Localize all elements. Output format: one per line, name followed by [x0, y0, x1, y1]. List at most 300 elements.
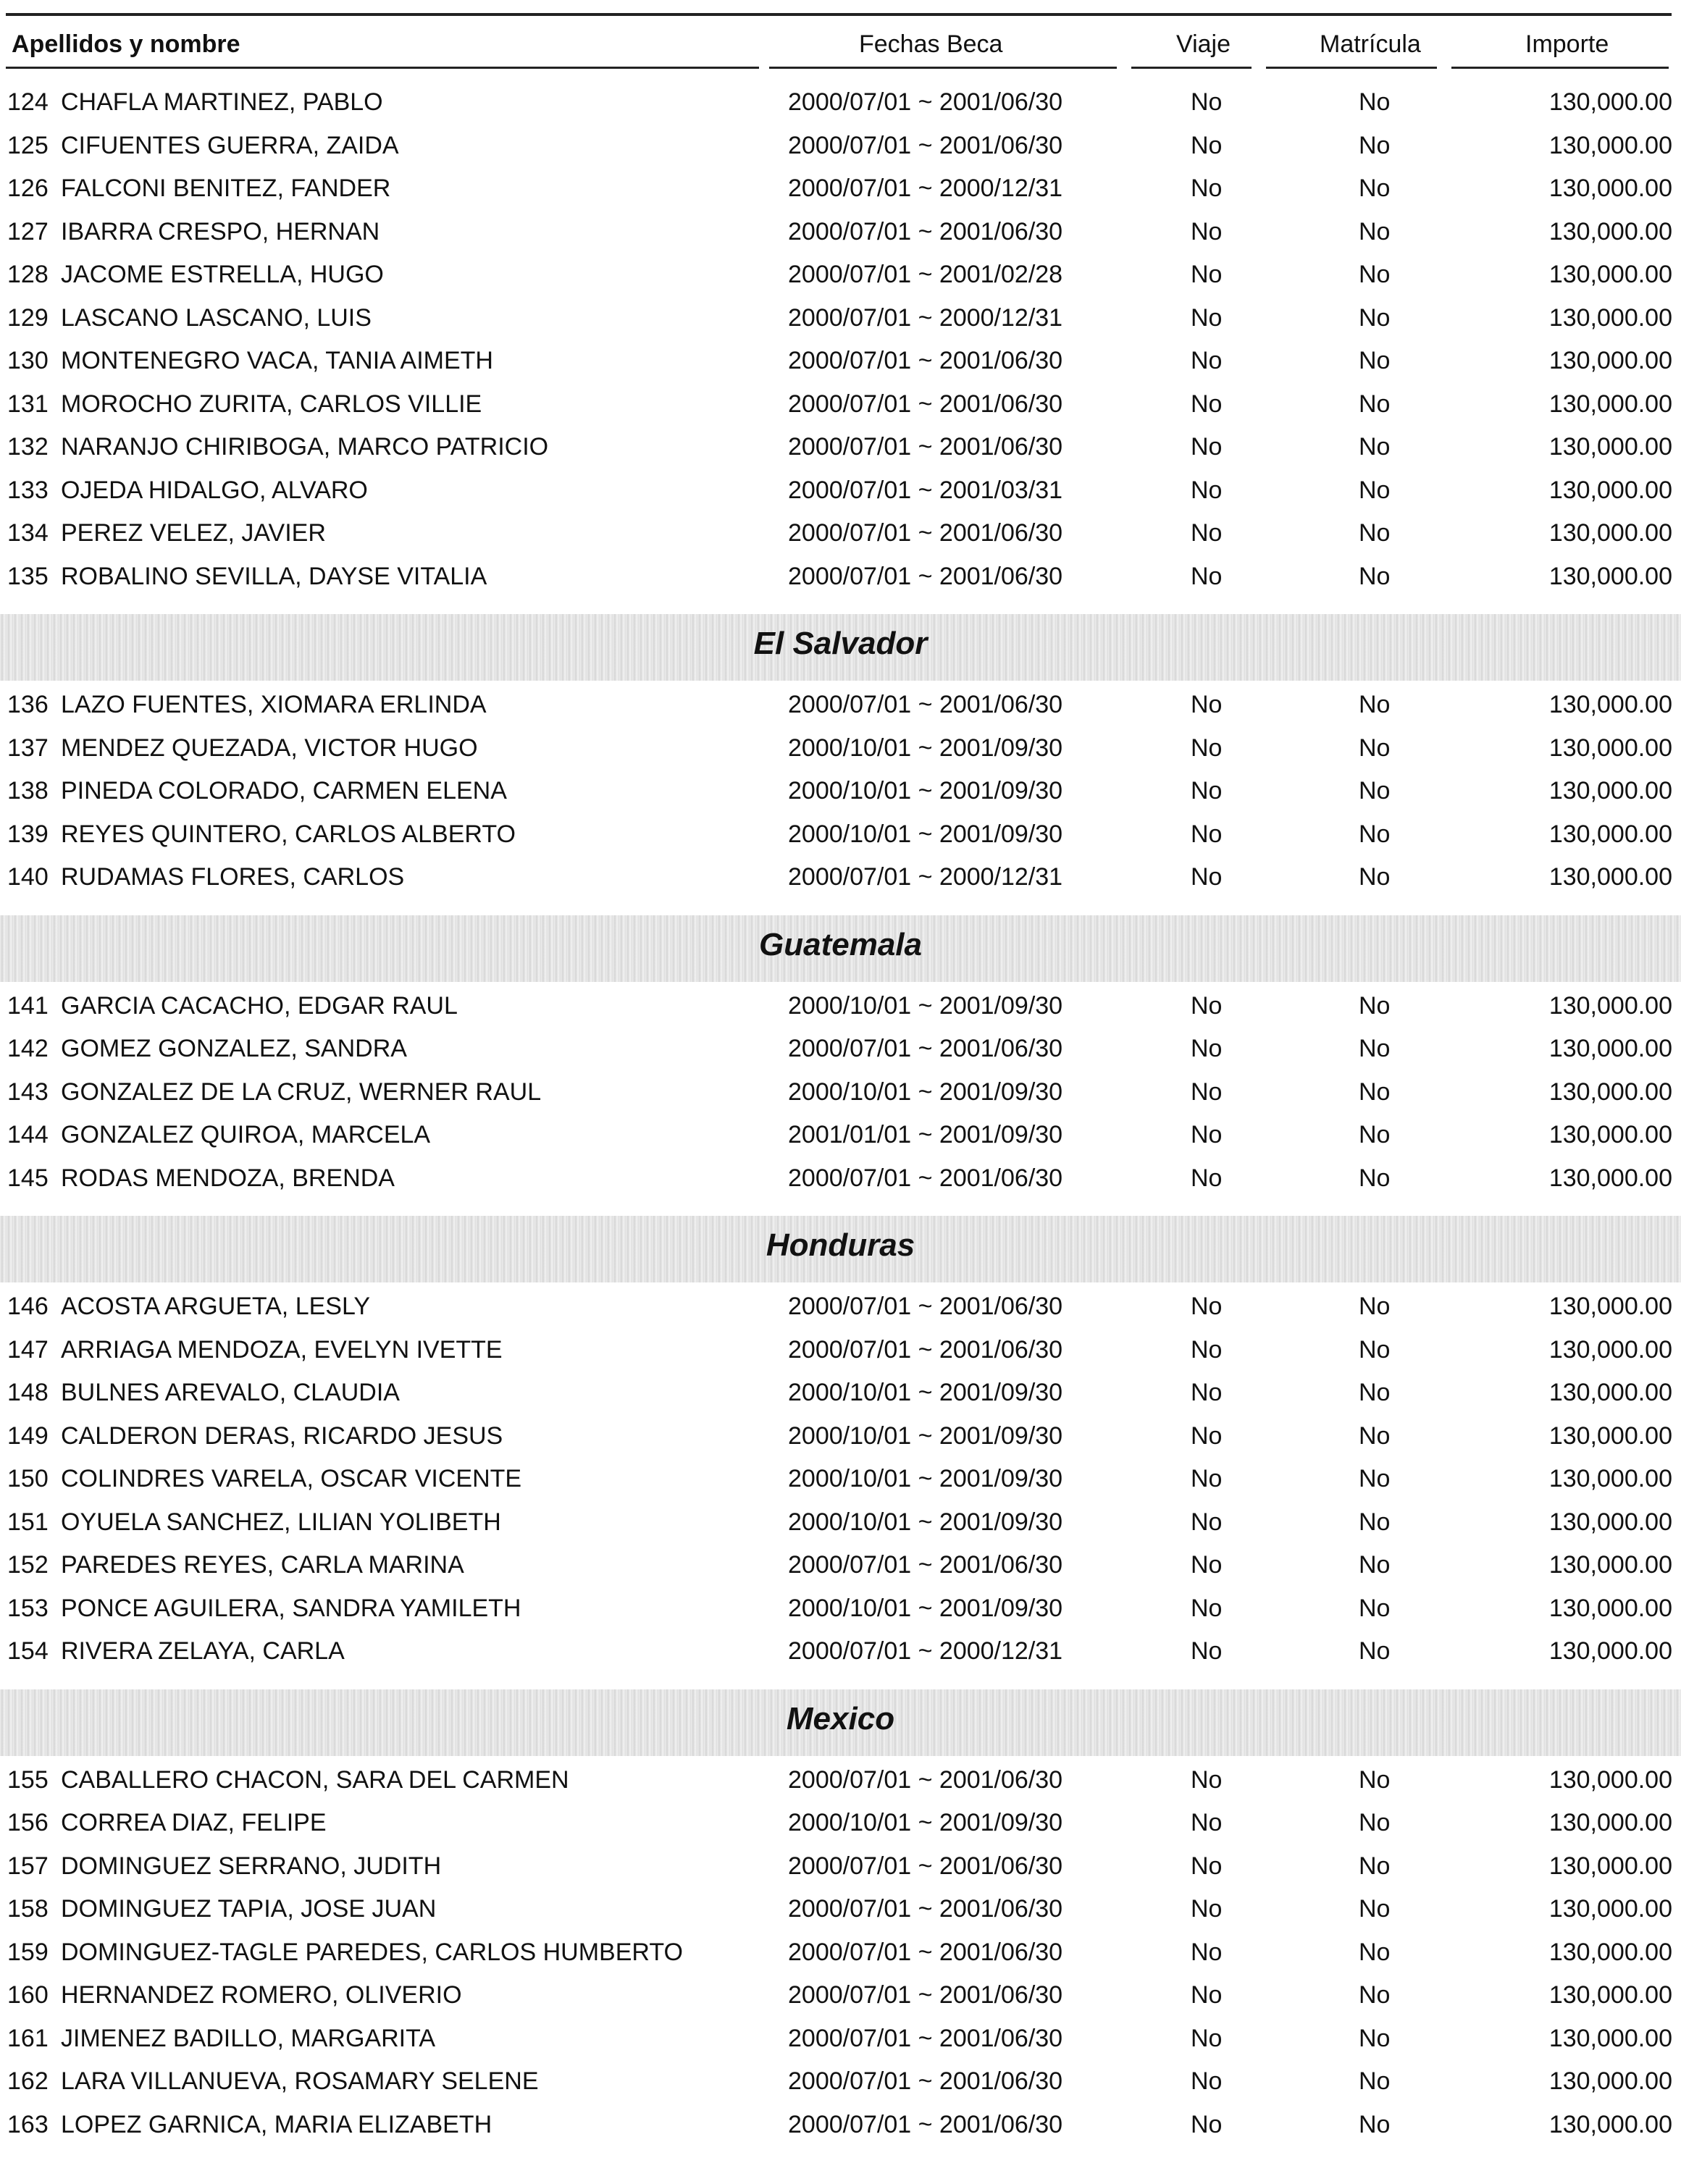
- table-row: [0, 1459, 1681, 1503]
- viaje-value: No: [1191, 1981, 1223, 2009]
- student-name: MOROCHO ZURITA, CARLOS VILLIE: [61, 390, 482, 418]
- matricula-value: No: [1359, 1421, 1391, 1450]
- row-number: 145: [7, 1164, 49, 1192]
- row-number: 133: [7, 476, 49, 504]
- column-header-dates: Fechas Beca: [859, 30, 1003, 58]
- viaje-value: No: [1191, 691, 1223, 718]
- student-name: RUDAMAS FLORES, CARLOS: [61, 863, 405, 891]
- viaje-value: No: [1191, 1765, 1223, 1794]
- importe-value: 130,000.00: [1548, 1164, 1672, 1192]
- viaje-value: No: [1191, 88, 1223, 116]
- importe-value: 130,000.00: [1548, 1121, 1672, 1148]
- matricula-value: No: [1359, 217, 1391, 245]
- scholarship-dates: 2000/07/01 ~ 2001/06/30: [788, 1981, 1063, 2009]
- matricula-value: No: [1359, 261, 1391, 288]
- scholarship-dates: 2000/10/01 ~ 2001/09/30: [788, 1809, 1063, 1836]
- matricula-value: No: [1359, 863, 1391, 891]
- table-row: [0, 685, 1681, 728]
- student-name: GARCIA CACACHO, EDGAR RAUL: [61, 991, 458, 1020]
- student-name: LOPEZ GARNICA, MARIA ELIZABETH: [61, 2110, 492, 2138]
- matricula-value: No: [1359, 2067, 1391, 2095]
- importe-value: 130,000.00: [1548, 2067, 1672, 2095]
- table-row: [0, 298, 1681, 342]
- viaje-value: No: [1191, 2067, 1223, 2095]
- row-number: 140: [7, 863, 49, 891]
- matricula-value: No: [1359, 1379, 1391, 1406]
- header-underline: [6, 67, 759, 69]
- matricula-value: No: [1359, 433, 1391, 461]
- table-row: [0, 2105, 1681, 2149]
- student-name: LARA VILLANUEVA, ROSAMARY SELENE: [61, 2067, 539, 2095]
- scholarship-dates: 2000/07/01 ~ 2001/06/30: [788, 1895, 1063, 1923]
- matricula-value: No: [1359, 1465, 1391, 1492]
- student-name: CIFUENTES GUERRA, ZAIDA: [61, 131, 399, 159]
- viaje-value: No: [1191, 1379, 1223, 1406]
- row-number: 161: [7, 2024, 49, 2052]
- row-number: 147: [7, 1335, 49, 1364]
- matricula-value: No: [1359, 1035, 1391, 1062]
- scholarship-dates: 2000/10/01 ~ 2001/09/30: [788, 777, 1063, 805]
- table-row: [0, 1373, 1681, 1416]
- row-number: 125: [7, 131, 49, 159]
- matricula-value: No: [1359, 519, 1391, 547]
- scholarship-dates: 2000/07/01 ~ 2001/02/28: [788, 261, 1063, 288]
- student-name: PONCE AGUILERA, SANDRA YAMILETH: [61, 1594, 521, 1622]
- viaje-value: No: [1191, 1035, 1223, 1062]
- scholarship-dates: 2000/07/01 ~ 2001/06/30: [788, 1765, 1063, 1794]
- importe-value: 130,000.00: [1548, 390, 1672, 418]
- matricula-value: No: [1359, 1551, 1391, 1579]
- viaje-value: No: [1191, 347, 1223, 374]
- importe-value: 130,000.00: [1548, 217, 1672, 245]
- header-underline: [1451, 67, 1669, 69]
- scholarship-dates: 2000/07/01 ~ 2001/06/30: [788, 1293, 1063, 1320]
- table-row: [0, 1760, 1681, 1804]
- scholarship-dates: 2000/07/01 ~ 2001/06/30: [788, 1164, 1063, 1192]
- viaje-value: No: [1191, 1637, 1223, 1665]
- viaje-value: No: [1191, 217, 1223, 245]
- viaje-value: No: [1191, 1508, 1223, 1536]
- header-underline: [769, 67, 1117, 69]
- matricula-value: No: [1359, 1637, 1391, 1665]
- viaje-value: No: [1191, 2024, 1223, 2052]
- table-row: [0, 2019, 1681, 2062]
- country-header: [0, 614, 1681, 681]
- viaje-value: No: [1191, 1809, 1223, 1836]
- matricula-value: No: [1359, 88, 1391, 116]
- row-number: 146: [7, 1293, 49, 1320]
- scholarship-dates: 2000/10/01 ~ 2001/09/30: [788, 1379, 1063, 1406]
- row-number: 155: [7, 1765, 49, 1794]
- scholarship-dates: 2000/07/01 ~ 2001/06/30: [788, 2110, 1063, 2138]
- scholarship-dates: 2000/07/01 ~ 2001/06/30: [788, 217, 1063, 245]
- student-name: JIMENEZ BADILLO, MARGARITA: [61, 2024, 436, 2052]
- country-name: Guatemala: [759, 926, 922, 962]
- table-row: [0, 1416, 1681, 1460]
- table-row: [0, 513, 1681, 557]
- importe-value: 130,000.00: [1548, 1551, 1672, 1579]
- row-number: 136: [7, 691, 49, 718]
- table-row: [0, 1545, 1681, 1589]
- importe-value: 130,000.00: [1548, 1421, 1672, 1450]
- matricula-value: No: [1359, 820, 1391, 848]
- matricula-value: No: [1359, 1981, 1391, 2009]
- student-name: HERNANDEZ ROMERO, OLIVERIO: [61, 1981, 462, 2009]
- row-number: 151: [7, 1508, 49, 1536]
- row-number: 129: [7, 303, 49, 332]
- matricula-value: No: [1359, 777, 1391, 805]
- importe-value: 130,000.00: [1548, 88, 1672, 116]
- row-number: 148: [7, 1379, 49, 1406]
- viaje-value: No: [1191, 303, 1223, 332]
- table-row: [0, 1287, 1681, 1330]
- row-number: 126: [7, 175, 49, 202]
- scholarship-dates: 2000/07/01 ~ 2001/06/30: [788, 1852, 1063, 1880]
- matricula-value: No: [1359, 131, 1391, 159]
- column-header-name: Apellidos y nombre: [12, 30, 240, 58]
- viaje-value: No: [1191, 1078, 1223, 1106]
- table-row: [0, 83, 1681, 126]
- scholarship-dates: 2000/10/01 ~ 2001/09/30: [788, 991, 1063, 1020]
- column-header-importe: Importe: [1525, 30, 1609, 58]
- country-header: [0, 1216, 1681, 1282]
- table-row: [0, 1589, 1681, 1632]
- scholarship-table: [0, 83, 1681, 2148]
- table-row: [0, 126, 1681, 169]
- importe-value: 130,000.00: [1548, 433, 1672, 461]
- viaje-value: No: [1191, 390, 1223, 418]
- scholarship-dates: 2000/07/01 ~ 2000/12/31: [788, 303, 1063, 332]
- viaje-value: No: [1191, 1164, 1223, 1192]
- matricula-value: No: [1359, 1335, 1391, 1364]
- row-number: 137: [7, 734, 49, 762]
- scholarship-dates: 2000/07/01 ~ 2001/06/30: [788, 691, 1063, 718]
- row-number: 153: [7, 1594, 49, 1622]
- row-number: 149: [7, 1421, 49, 1450]
- viaje-value: No: [1191, 820, 1223, 848]
- importe-value: 130,000.00: [1548, 1895, 1672, 1923]
- table-row: [0, 169, 1681, 212]
- scholarship-dates: 2000/10/01 ~ 2001/09/30: [788, 820, 1063, 848]
- table-row: [0, 341, 1681, 385]
- row-number: 157: [7, 1852, 49, 1880]
- table-row: [0, 728, 1681, 772]
- row-number: 131: [7, 390, 49, 418]
- importe-value: 130,000.00: [1548, 691, 1672, 718]
- scholarship-dates: 2000/07/01 ~ 2001/06/30: [788, 519, 1063, 547]
- importe-value: 130,000.00: [1548, 562, 1672, 590]
- scholarship-dates: 2000/07/01 ~ 2001/06/30: [788, 2067, 1063, 2095]
- viaje-value: No: [1191, 1551, 1223, 1579]
- matricula-value: No: [1359, 1121, 1391, 1148]
- row-number: 139: [7, 820, 49, 848]
- row-number: 163: [7, 2110, 49, 2138]
- student-name: OJEDA HIDALGO, ALVARO: [61, 476, 368, 504]
- viaje-value: No: [1191, 863, 1223, 891]
- viaje-value: No: [1191, 1121, 1223, 1148]
- table-row: [0, 1631, 1681, 1675]
- matricula-value: No: [1359, 303, 1391, 332]
- viaje-value: No: [1191, 1335, 1223, 1364]
- table-row: [0, 986, 1681, 1030]
- student-name: RIVERA ZELAYA, CARLA: [61, 1637, 345, 1665]
- table-row: [0, 815, 1681, 858]
- row-number: 144: [7, 1121, 49, 1148]
- country-name: Honduras: [766, 1227, 915, 1263]
- importe-value: 130,000.00: [1548, 1335, 1672, 1364]
- scholarship-dates: 2000/10/01 ~ 2001/09/30: [788, 1078, 1063, 1106]
- scholarship-dates: 2001/01/01 ~ 2001/09/30: [788, 1121, 1063, 1148]
- table-row: [0, 385, 1681, 428]
- table-row: [0, 1029, 1681, 1072]
- matricula-value: No: [1359, 1293, 1391, 1320]
- header-underline: [1131, 67, 1252, 69]
- matricula-value: No: [1359, 390, 1391, 418]
- table-header: [0, 28, 1681, 71]
- row-number: 135: [7, 562, 49, 590]
- country-name: Mexico: [786, 1700, 895, 1736]
- row-number: 142: [7, 1035, 49, 1062]
- student-name: MONTENEGRO VACA, TANIA AIMETH: [61, 347, 493, 374]
- row-number: 159: [7, 1938, 49, 1966]
- importe-value: 130,000.00: [1548, 1508, 1672, 1536]
- importe-value: 130,000.00: [1548, 1078, 1672, 1106]
- scholarship-dates: 2000/07/01 ~ 2001/03/31: [788, 476, 1063, 504]
- importe-value: 130,000.00: [1548, 863, 1672, 891]
- importe-value: 130,000.00: [1548, 777, 1672, 805]
- importe-value: 130,000.00: [1548, 261, 1672, 288]
- matricula-value: No: [1359, 1895, 1391, 1923]
- scholarship-dates: 2000/07/01 ~ 2001/06/30: [788, 390, 1063, 418]
- scholarship-dates: 2000/07/01 ~ 2000/12/31: [788, 175, 1063, 202]
- row-number: 127: [7, 217, 49, 245]
- matricula-value: No: [1359, 175, 1391, 202]
- row-number: 141: [7, 991, 49, 1020]
- viaje-value: No: [1191, 175, 1223, 202]
- country-name: El Salvador: [753, 626, 928, 661]
- row-number: 162: [7, 2067, 49, 2095]
- matricula-value: No: [1359, 1164, 1391, 1192]
- importe-value: 130,000.00: [1548, 1765, 1672, 1794]
- student-name: PAREDES REYES, CARLA MARINA: [61, 1551, 464, 1579]
- student-name: JACOME ESTRELLA, HUGO: [61, 261, 384, 288]
- viaje-value: No: [1191, 562, 1223, 590]
- row-number: 158: [7, 1895, 49, 1923]
- viaje-value: No: [1191, 131, 1223, 159]
- student-name: PINEDA COLORADO, CARMEN ELENA: [61, 777, 507, 805]
- scholarship-dates: 2000/10/01 ~ 2001/09/30: [788, 1594, 1063, 1622]
- student-name: DOMINGUEZ TAPIA, JOSE JUAN: [61, 1895, 437, 1923]
- viaje-value: No: [1191, 991, 1223, 1020]
- viaje-value: No: [1191, 1895, 1223, 1923]
- student-name: DOMINGUEZ SERRANO, JUDITH: [61, 1852, 442, 1880]
- student-name: FALCONI BENITEZ, FANDER: [61, 175, 391, 202]
- importe-value: 130,000.00: [1548, 131, 1672, 159]
- table-row: [0, 1847, 1681, 1890]
- table-row: [0, 427, 1681, 471]
- country-header: [0, 915, 1681, 982]
- country-header: [0, 1689, 1681, 1756]
- matricula-value: No: [1359, 1765, 1391, 1794]
- student-name: CORREA DIAZ, FELIPE: [61, 1809, 327, 1836]
- matricula-value: No: [1359, 1809, 1391, 1836]
- matricula-value: No: [1359, 2110, 1391, 2138]
- student-name: GOMEZ GONZALEZ, SANDRA: [61, 1035, 407, 1062]
- row-number: 130: [7, 347, 49, 374]
- viaje-value: No: [1191, 1594, 1223, 1622]
- student-name: REYES QUINTERO, CARLOS ALBERTO: [61, 820, 516, 848]
- column-header-viaje: Viaje: [1176, 30, 1231, 58]
- scholarship-dates: 2000/07/01 ~ 2001/06/30: [788, 88, 1063, 116]
- viaje-value: No: [1191, 476, 1223, 504]
- importe-value: 130,000.00: [1548, 1938, 1672, 1966]
- row-number: 138: [7, 777, 49, 805]
- table-row: [0, 1115, 1681, 1159]
- scholarship-dates: 2000/07/01 ~ 2001/06/30: [788, 131, 1063, 159]
- matricula-value: No: [1359, 1594, 1391, 1622]
- viaje-value: No: [1191, 1293, 1223, 1320]
- matricula-value: No: [1359, 476, 1391, 504]
- importe-value: 130,000.00: [1548, 734, 1672, 762]
- student-name: COLINDRES VARELA, OSCAR VICENTE: [61, 1465, 522, 1492]
- scholarship-dates: 2000/07/01 ~ 2001/06/30: [788, 2024, 1063, 2052]
- scholarship-dates: 2000/07/01 ~ 2001/06/30: [788, 347, 1063, 374]
- importe-value: 130,000.00: [1548, 1293, 1672, 1320]
- table-row: [0, 471, 1681, 514]
- importe-value: 130,000.00: [1548, 1465, 1672, 1492]
- top-rule: [6, 13, 1672, 16]
- row-number: 156: [7, 1809, 49, 1836]
- scholarship-dates: 2000/07/01 ~ 2001/06/30: [788, 1335, 1063, 1364]
- row-number: 152: [7, 1551, 49, 1579]
- table-row: [0, 1933, 1681, 1976]
- viaje-value: No: [1191, 519, 1223, 547]
- student-name: ACOSTA ARGUETA, LESLY: [61, 1293, 371, 1320]
- table-row: [0, 1159, 1681, 1202]
- scholarship-dates: 2000/07/01 ~ 2001/06/30: [788, 1938, 1063, 1966]
- importe-value: 130,000.00: [1548, 1852, 1672, 1880]
- table-row: [0, 1803, 1681, 1847]
- table-row: [0, 1330, 1681, 1374]
- importe-value: 130,000.00: [1548, 175, 1672, 202]
- matricula-value: No: [1359, 1508, 1391, 1536]
- importe-value: 130,000.00: [1548, 1637, 1672, 1665]
- row-number: 128: [7, 261, 49, 288]
- student-name: LASCANO LASCANO, LUIS: [61, 303, 372, 332]
- matricula-value: No: [1359, 691, 1391, 718]
- importe-value: 130,000.00: [1548, 347, 1672, 374]
- column-header-matricula: Matrícula: [1320, 30, 1421, 58]
- student-name: GONZALEZ DE LA CRUZ, WERNER RAUL: [61, 1078, 542, 1106]
- matricula-value: No: [1359, 1938, 1391, 1966]
- importe-value: 130,000.00: [1548, 2024, 1672, 2052]
- student-name: IBARRA CRESPO, HERNAN: [61, 217, 380, 245]
- viaje-value: No: [1191, 1938, 1223, 1966]
- header-underline: [1266, 67, 1437, 69]
- importe-value: 130,000.00: [1548, 2110, 1672, 2138]
- matricula-value: No: [1359, 562, 1391, 590]
- row-number: 160: [7, 1981, 49, 2009]
- table-row: [0, 2062, 1681, 2105]
- student-name: PEREZ VELEZ, JAVIER: [61, 519, 326, 547]
- student-name: CHAFLA MARTINEZ, PABLO: [61, 88, 383, 116]
- viaje-value: No: [1191, 777, 1223, 805]
- row-number: 124: [7, 88, 49, 116]
- table-row: [0, 1889, 1681, 1933]
- matricula-value: No: [1359, 1078, 1391, 1106]
- student-name: CABALLERO CHACON, SARA DEL CARMEN: [61, 1765, 569, 1794]
- scholarship-dates: 2000/07/01 ~ 2000/12/31: [788, 1637, 1063, 1665]
- importe-value: 130,000.00: [1548, 519, 1672, 547]
- importe-value: 130,000.00: [1548, 303, 1672, 332]
- row-number: 154: [7, 1637, 49, 1665]
- viaje-value: No: [1191, 1421, 1223, 1450]
- matricula-value: No: [1359, 991, 1391, 1020]
- viaje-value: No: [1191, 433, 1223, 461]
- table-row: [0, 771, 1681, 815]
- viaje-value: No: [1191, 1852, 1223, 1880]
- table-row: [0, 857, 1681, 901]
- table-row: [0, 1975, 1681, 2019]
- viaje-value: No: [1191, 1465, 1223, 1492]
- student-name: RODAS MENDOZA, BRENDA: [61, 1164, 395, 1192]
- scholarship-dates: 2000/10/01 ~ 2001/09/30: [788, 1421, 1063, 1450]
- importe-value: 130,000.00: [1548, 820, 1672, 848]
- scholarship-dates: 2000/07/01 ~ 2000/12/31: [788, 863, 1063, 891]
- scholarship-dates: 2000/10/01 ~ 2001/09/30: [788, 1508, 1063, 1536]
- row-number: 134: [7, 519, 49, 547]
- table-row: [0, 1072, 1681, 1116]
- student-name: GONZALEZ QUIROA, MARCELA: [61, 1121, 431, 1148]
- row-number: 143: [7, 1078, 49, 1106]
- student-name: DOMINGUEZ-TAGLE PAREDES, CARLOS HUMBERTO: [61, 1938, 683, 1966]
- table-row: [0, 557, 1681, 600]
- table-row: [0, 212, 1681, 256]
- importe-value: 130,000.00: [1548, 1809, 1672, 1836]
- importe-value: 130,000.00: [1548, 1035, 1672, 1062]
- viaje-value: No: [1191, 261, 1223, 288]
- student-name: ROBALINO SEVILLA, DAYSE VITALIA: [61, 562, 487, 590]
- importe-value: 130,000.00: [1548, 1981, 1672, 2009]
- student-name: OYUELA SANCHEZ, LILIAN YOLIBETH: [61, 1508, 501, 1536]
- importe-value: 130,000.00: [1548, 1594, 1672, 1622]
- row-number: 150: [7, 1465, 49, 1492]
- scholarship-dates: 2000/07/01 ~ 2001/06/30: [788, 1551, 1063, 1579]
- student-name: ARRIAGA MENDOZA, EVELYN IVETTE: [61, 1335, 503, 1364]
- scholarship-dates: 2000/07/01 ~ 2001/06/30: [788, 562, 1063, 590]
- student-name: BULNES AREVALO, CLAUDIA: [61, 1379, 400, 1406]
- viaje-value: No: [1191, 2110, 1223, 2138]
- importe-value: 130,000.00: [1548, 1379, 1672, 1406]
- scholarship-dates: 2000/07/01 ~ 2001/06/30: [788, 1035, 1063, 1062]
- scholarship-dates: 2000/07/01 ~ 2001/06/30: [788, 433, 1063, 461]
- student-name: NARANJO CHIRIBOGA, MARCO PATRICIO: [61, 433, 549, 461]
- matricula-value: No: [1359, 734, 1391, 762]
- student-name: CALDERON DERAS, RICARDO JESUS: [61, 1421, 503, 1450]
- row-number: 132: [7, 433, 49, 461]
- matricula-value: No: [1359, 1852, 1391, 1880]
- matricula-value: No: [1359, 347, 1391, 374]
- table-row: [0, 255, 1681, 298]
- table-row: [0, 1503, 1681, 1546]
- viaje-value: No: [1191, 734, 1223, 762]
- scholarship-dates: 2000/10/01 ~ 2001/09/30: [788, 734, 1063, 762]
- matricula-value: No: [1359, 2024, 1391, 2052]
- importe-value: 130,000.00: [1548, 476, 1672, 504]
- student-name: MENDEZ QUEZADA, VICTOR HUGO: [61, 734, 478, 762]
- student-name: LAZO FUENTES, XIOMARA ERLINDA: [61, 691, 487, 718]
- scholarship-dates: 2000/10/01 ~ 2001/09/30: [788, 1465, 1063, 1492]
